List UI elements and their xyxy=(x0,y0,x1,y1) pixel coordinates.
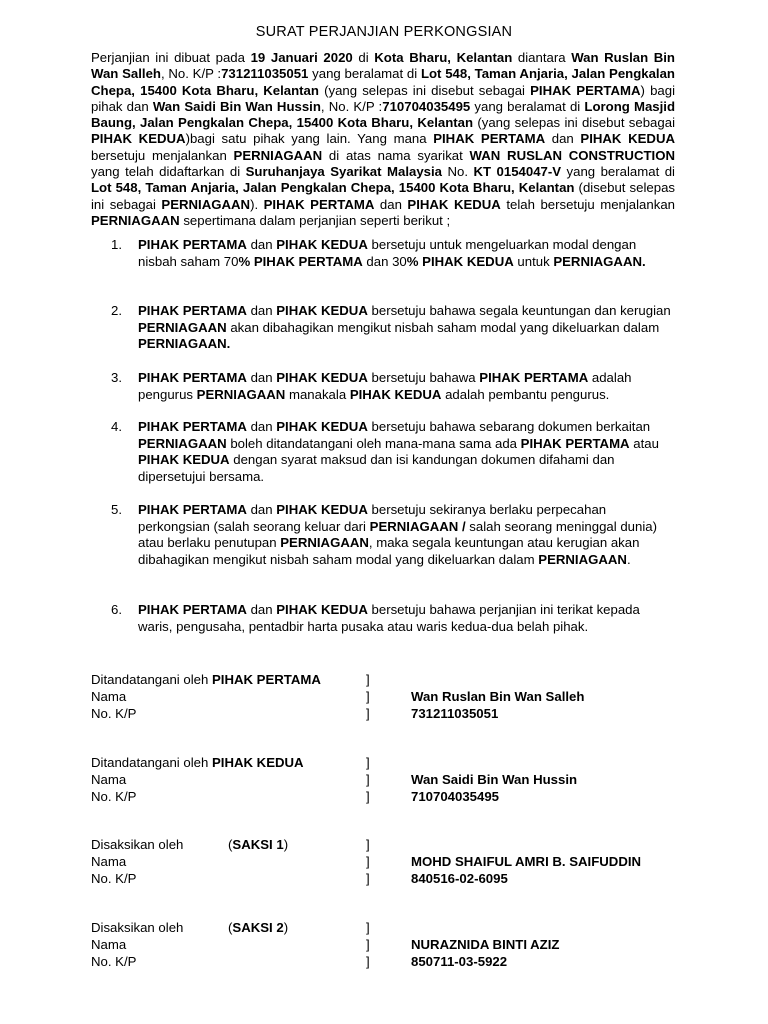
document-title: SURAT PERJANJIAN PERKONGSIAN xyxy=(255,24,513,40)
clause-number: 6. xyxy=(111,602,122,617)
clause-text: PIHAK PERTAMA dan PIHAK KEDUA bersetuju untuk mengeluarkan modal dengan nisbah saham 70% PIHAK PERTAMA dan 30% PIHAK KEDUA untuk PERNIAGAAN. xyxy=(138,237,646,269)
intro-paragraph: Perjanjian ini dibuat pada 19 Januari 2020 di Kota Bharu, Kelantan diantara Wan Ruslan Bin Wan Salleh, No. K/P :731211035051 yang beralamat di Lot 548, Taman Anjaria, Jalan Pengkalan Chepa, 15400 Kota Bharu, Kelantan (yang selepas ini disebut sebagai PIHAK PERTAMA) bagi pihak dan Wan Saidi Bin Wan Hussin, No. K/P :710704035495 yang beralamat di Lorong Masjid Baung, Jalan Pengkalan Chepa, 15400 Kota Bharu, Kelantan (yang selepas ini disebut sebagai PIHAK KEDUA)bagi satu pihak yang lain. Yang mana PIHAK PERTAMA dan PIHAK KEDUA bersetuju menjalankan PERNIAGAAN di atas nama syarikat WAN RUSLAN CONSTRUCTION yang telah didaftarkan di Suruhanjaya Syarikat Malaysia No. KT 0154047-V yang beralamat di Lot 548, Taman Anjaria, Jalan Pengkalan Chepa, 15400 Kota Bharu, Kelantan (disebut selepas ini sebagai PERNIAGAAN). PIHAK PERTAMA dan PIHAK KEDUA telah bersetuju menjalankan PERNIAGAAN sepertimana dalam perjanjian seperti berikut ; xyxy=(91,50,676,228)
signatory-id: 710704035495 xyxy=(411,789,500,804)
name-label: Nama xyxy=(91,689,127,704)
bracket: ] xyxy=(366,920,370,935)
signatory-name: MOHD SHAIFUL AMRI B. SAIFUDDIN xyxy=(411,854,642,869)
name-label: Nama xyxy=(91,772,127,787)
name-label: Nama xyxy=(91,937,127,952)
witness-tag: (SAKSI 2) xyxy=(228,920,289,935)
clause-text: PIHAK PERTAMA dan PIHAK KEDUA bersetuju bahawa sebarang dokumen berkaitan PERNIAGAAN boleh ditandatangani oleh mana-mana sama ada PIHAK PERTAMA atau PIHAK KEDUA dengan syarat maksud dan isi kandungan dokumen difahami dan dipersetujui bersama. xyxy=(138,419,659,484)
signature-heading: Ditandatangani oleh PIHAK KEDUA xyxy=(91,755,304,770)
id-label: No. K/P xyxy=(91,954,137,969)
name-label: Nama xyxy=(91,854,127,869)
bracket: ] xyxy=(366,789,370,804)
clause-number: 3. xyxy=(111,370,122,385)
clause-number: 5. xyxy=(111,502,122,517)
witness-tag: (SAKSI 1) xyxy=(228,837,289,852)
bracket: ] xyxy=(366,755,370,770)
id-label: No. K/P xyxy=(91,706,137,721)
clause-number: 2. xyxy=(111,303,122,318)
bracket: ] xyxy=(366,954,370,969)
signatory-id: 850711-03-5922 xyxy=(411,954,508,969)
bracket: ] xyxy=(366,772,370,787)
clause-text: PIHAK PERTAMA dan PIHAK KEDUA bersetuju bahawa segala keuntungan dan kerugian PERNIAGAAN akan dibahagikan mengikut nisbah saham modal yang dikeluarkan dalam PERNIAGAAN. xyxy=(138,303,671,352)
signatory-id: 840516-02-6095 xyxy=(411,871,508,886)
signatory-name: Wan Saidi Bin Wan Hussin xyxy=(411,772,578,787)
bracket: ] xyxy=(366,937,370,952)
clause-text: PIHAK PERTAMA dan PIHAK KEDUA bersetuju bahawa PIHAK PERTAMA adalah pengurus PERNIAGAAN manakala PIHAK KEDUA adalah pembantu pengurus. xyxy=(138,370,632,402)
bracket: ] xyxy=(366,854,370,869)
signature-heading: Disaksikan oleh xyxy=(91,920,184,935)
signature-block-pihak-pertama xyxy=(91,672,691,723)
bracket: ] xyxy=(366,706,370,721)
signatory-name: Wan Ruslan Bin Wan Salleh xyxy=(411,689,585,704)
signature-heading: Disaksikan oleh xyxy=(91,837,184,852)
clause-number: 1. xyxy=(111,237,122,252)
signature-block-pihak-kedua xyxy=(91,755,691,806)
signatory-id: 731211035051 xyxy=(411,706,499,721)
signature-block-saksi-2 xyxy=(91,920,691,971)
bracket: ] xyxy=(366,689,370,704)
clause-number: 4. xyxy=(111,419,122,434)
signature-block-saksi-1 xyxy=(91,837,691,888)
bracket: ] xyxy=(366,837,370,852)
bracket: ] xyxy=(366,871,370,886)
bracket: ] xyxy=(366,672,370,687)
signature-heading: Ditandatangani oleh PIHAK PERTAMA xyxy=(91,672,321,687)
clause-text: PIHAK PERTAMA dan PIHAK KEDUA bersetuju sekiranya berlaku perpecahan perkongsian (salah seorang keluar dari PERNIAGAAN / salah seorang meninggal dunia) atau berlaku penutupan PERNIAGAAN, maka segala keuntungan atau kerugian akan dibahagikan mengikut nisbah saham modal yang dikeluarkan dalam PERNIAGAAN. xyxy=(138,502,657,567)
clause-text: PIHAK PERTAMA dan PIHAK KEDUA bersetuju bahawa perjanjian ini terikat kepada waris, pengusaha, pentadbir harta pusaka atau waris kedua-dua belah pihak. xyxy=(138,602,640,634)
id-label: No. K/P xyxy=(91,871,137,886)
id-label: No. K/P xyxy=(91,789,137,804)
signatory-name: NURAZNIDA BINTI AZIZ xyxy=(411,937,560,952)
